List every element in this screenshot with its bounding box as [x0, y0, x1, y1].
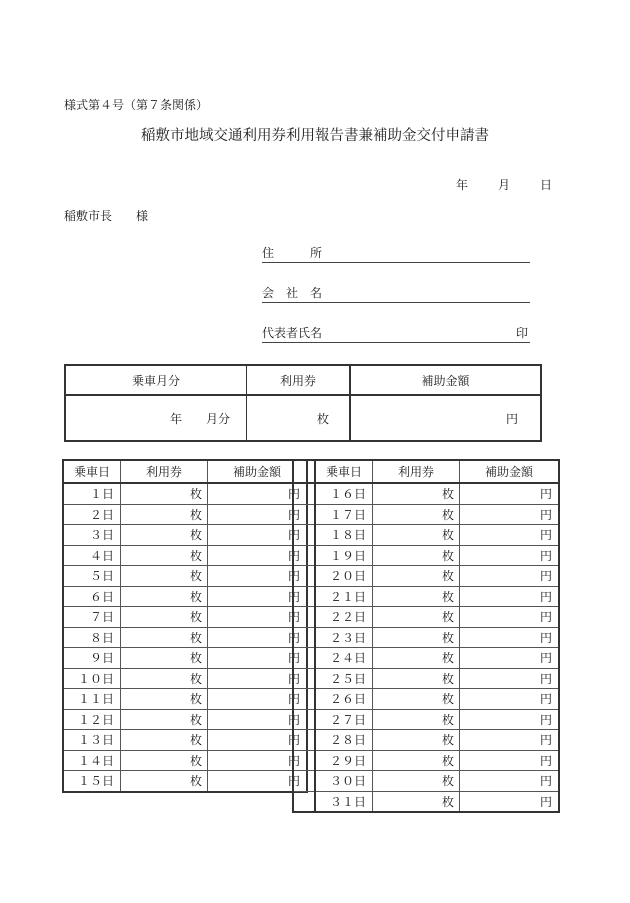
subsidy-amount-cell[interactable]: 円 [460, 504, 560, 525]
seal-mark: 印 [515, 326, 528, 340]
ticket-count-cell[interactable]: 枚 [121, 648, 208, 669]
header-amount: 補助金額 [460, 460, 560, 483]
table-row [63, 627, 307, 648]
representative-label: 代表者氏名 [262, 326, 323, 340]
ride-date-cell: ２日 [63, 504, 121, 525]
table-row [293, 627, 559, 648]
company-label: 会 社 名 [262, 286, 323, 300]
ticket-count-cell[interactable]: 枚 [373, 750, 460, 771]
spacer-cell [293, 566, 315, 587]
ride-date-cell: １５日 [63, 771, 121, 792]
summary-header-amount: 補助金額 [350, 365, 541, 395]
spacer-cell [293, 668, 315, 689]
table-row [293, 730, 559, 751]
table-row [63, 668, 307, 689]
subsidy-amount-cell[interactable]: 円 [460, 566, 560, 587]
ticket-count-cell[interactable]: 枚 [121, 566, 208, 587]
ticket-count-cell[interactable]: 枚 [121, 586, 208, 607]
ticket-count-cell[interactable]: 枚 [373, 771, 460, 792]
address-label: 住 所 [262, 246, 323, 260]
spacer-cell [293, 771, 315, 792]
subsidy-amount-cell[interactable]: 円 [460, 648, 560, 669]
header-amount: 補助金額 [208, 460, 308, 483]
subsidy-amount-cell[interactable]: 円 [460, 709, 560, 730]
ticket-count-cell[interactable]: 枚 [121, 730, 208, 751]
ticket-count-cell[interactable]: 枚 [373, 586, 460, 607]
date-year: 年 [456, 178, 469, 192]
ride-date-cell: ２４日 [315, 648, 373, 669]
representative-field[interactable] [262, 326, 530, 343]
subsidy-amount-cell[interactable]: 円 [460, 750, 560, 771]
subsidy-amount-cell[interactable]: 円 [460, 689, 560, 710]
spacer-cell [293, 648, 315, 669]
ride-date-cell: １９日 [315, 545, 373, 566]
table-row [293, 771, 559, 792]
subsidy-amount-cell[interactable]: 円 [208, 627, 308, 648]
date-day: 日 [540, 178, 553, 192]
table-row [293, 648, 559, 669]
ticket-count-cell[interactable]: 枚 [373, 730, 460, 751]
ticket-count-cell[interactable]: 枚 [373, 709, 460, 730]
daily-table-left [62, 459, 308, 793]
subsidy-amount-cell[interactable]: 円 [460, 586, 560, 607]
subsidy-amount-cell[interactable]: 円 [460, 771, 560, 792]
form-number: 様式第４号（第７条関係） [64, 98, 209, 112]
date-line [456, 176, 552, 193]
table-row [63, 648, 307, 669]
table-row [293, 566, 559, 587]
ticket-count-cell[interactable]: 枚 [121, 483, 208, 504]
subsidy-amount-cell[interactable]: 円 [460, 791, 560, 812]
ticket-count-cell[interactable]: 枚 [373, 483, 460, 504]
ticket-count-cell[interactable]: 枚 [121, 709, 208, 730]
table-row [63, 586, 307, 607]
ride-date-cell: ９日 [63, 648, 121, 669]
table-row [63, 750, 307, 771]
ride-date-cell: ２３日 [315, 627, 373, 648]
ride-date-cell: １日 [63, 483, 121, 504]
subsidy-amount-cell[interactable]: 円 [460, 668, 560, 689]
subsidy-amount-cell[interactable]: 円 [208, 668, 308, 689]
ride-date-cell: １８日 [315, 525, 373, 546]
ticket-count-cell[interactable]: 枚 [373, 689, 460, 710]
ride-date-cell: １２日 [63, 709, 121, 730]
ticket-count-cell[interactable]: 枚 [373, 566, 460, 587]
table-row [293, 791, 559, 812]
subsidy-amount-cell[interactable]: 円 [460, 483, 560, 504]
document-title: 稲敷市地域交通利用券利用報告書兼補助金交付申請書 [141, 128, 489, 144]
header-tickets: 利用券 [121, 460, 208, 483]
subsidy-amount-cell[interactable]: 円 [208, 709, 308, 730]
subsidy-amount-cell[interactable]: 円 [460, 607, 560, 628]
header-ride-date: 乗車日 [63, 460, 121, 483]
spacer-cell [293, 607, 315, 628]
summary-month-cell[interactable]: 年 月分 [65, 395, 247, 441]
ride-date-cell: ５日 [63, 566, 121, 587]
table-row [293, 483, 559, 504]
ride-date-cell: １３日 [63, 730, 121, 751]
ticket-count-cell[interactable]: 枚 [121, 689, 208, 710]
ticket-count-cell[interactable]: 枚 [121, 627, 208, 648]
table-row [63, 689, 307, 710]
subsidy-amount-cell[interactable]: 円 [208, 607, 308, 628]
ride-date-cell: ３０日 [315, 771, 373, 792]
address-field[interactable] [262, 246, 530, 263]
ticket-count-cell[interactable]: 枚 [373, 791, 460, 812]
ticket-count-cell[interactable]: 枚 [121, 525, 208, 546]
table-row [293, 504, 559, 525]
ticket-count-cell[interactable]: 枚 [373, 504, 460, 525]
table-row [293, 668, 559, 689]
table-row [293, 689, 559, 710]
spacer-cell [293, 545, 315, 566]
table-row [63, 504, 307, 525]
subsidy-amount-cell[interactable]: 円 [208, 750, 308, 771]
spacer-cell [293, 750, 315, 771]
ride-date-cell: ２２日 [315, 607, 373, 628]
ride-date-cell: １０日 [63, 668, 121, 689]
subsidy-amount-cell[interactable]: 円 [460, 627, 560, 648]
ticket-count-cell[interactable]: 枚 [373, 525, 460, 546]
spacer-cell [293, 525, 315, 546]
subsidy-amount-cell[interactable]: 円 [208, 730, 308, 751]
ride-date-cell: １１日 [63, 689, 121, 710]
addressee: 稲敷市長 様 [64, 209, 149, 223]
table-row [63, 771, 307, 792]
subsidy-amount-cell[interactable]: 円 [460, 730, 560, 751]
table-row [293, 750, 559, 771]
subsidy-amount-cell[interactable]: 円 [208, 648, 308, 669]
ride-date-cell: ２８日 [315, 730, 373, 751]
table-row [293, 545, 559, 566]
ride-date-cell: １７日 [315, 504, 373, 525]
ride-date-cell: ７日 [63, 607, 121, 628]
header-ride-date: 乗車日 [315, 460, 373, 483]
spacer-cell [293, 627, 315, 648]
subsidy-amount-cell[interactable]: 円 [208, 525, 308, 546]
table-row [63, 566, 307, 587]
spacer-cell [293, 483, 315, 504]
table-row [63, 730, 307, 751]
table-row [63, 483, 307, 504]
subsidy-amount-cell[interactable]: 円 [208, 483, 308, 504]
table-row [63, 709, 307, 730]
summary-tickets-cell[interactable]: 枚 [247, 395, 351, 441]
spacer-cell [293, 504, 315, 525]
ride-date-cell: ３日 [63, 525, 121, 546]
ride-date-cell: ２１日 [315, 586, 373, 607]
ticket-count-cell[interactable]: 枚 [373, 607, 460, 628]
spacer-cell [293, 689, 315, 710]
ride-date-cell: ２６日 [315, 689, 373, 710]
header-tickets: 利用券 [373, 460, 460, 483]
spacer-cell [293, 460, 315, 483]
spacer-cell [293, 730, 315, 751]
table-row [293, 586, 559, 607]
ride-date-cell: ２０日 [315, 566, 373, 587]
table-row [293, 709, 559, 730]
ride-date-cell: ３１日 [315, 791, 373, 812]
table-row [293, 607, 559, 628]
subsidy-amount-cell[interactable]: 円 [208, 566, 308, 587]
ticket-count-cell[interactable]: 枚 [373, 648, 460, 669]
table-row [293, 525, 559, 546]
ride-date-cell: ４日 [63, 545, 121, 566]
ride-date-cell: ８日 [63, 627, 121, 648]
ride-date-cell: ６日 [63, 586, 121, 607]
subsidy-amount-cell[interactable]: 円 [460, 525, 560, 546]
ticket-count-cell[interactable]: 枚 [121, 750, 208, 771]
table-row [63, 607, 307, 628]
spacer-cell [293, 791, 315, 812]
ticket-count-cell[interactable]: 枚 [373, 627, 460, 648]
subsidy-amount-cell[interactable]: 円 [208, 689, 308, 710]
ticket-count-cell[interactable]: 枚 [121, 545, 208, 566]
table-row [63, 545, 307, 566]
spacer-cell [293, 709, 315, 730]
ride-date-cell: ２９日 [315, 750, 373, 771]
subsidy-amount-cell[interactable]: 円 [208, 771, 308, 792]
summary-header-tickets: 利用券 [247, 365, 351, 395]
subsidy-amount-cell[interactable]: 円 [460, 545, 560, 566]
ride-date-cell: ２５日 [315, 668, 373, 689]
subsidy-amount-cell[interactable]: 円 [208, 504, 308, 525]
subsidy-amount-cell[interactable]: 円 [208, 545, 308, 566]
spacer-cell [293, 586, 315, 607]
ride-date-cell: ２７日 [315, 709, 373, 730]
ticket-count-cell[interactable]: 枚 [121, 607, 208, 628]
table-row [63, 525, 307, 546]
ticket-count-cell[interactable]: 枚 [121, 771, 208, 792]
summary-header-month: 乗車月分 [65, 365, 247, 395]
ride-date-cell: １４日 [63, 750, 121, 771]
date-month: 月 [498, 178, 511, 192]
ticket-count-cell[interactable]: 枚 [121, 504, 208, 525]
summary-table [64, 364, 542, 442]
summary-amount-cell[interactable]: 円 [350, 395, 541, 441]
daily-table-right [292, 459, 560, 813]
ticket-count-cell[interactable]: 枚 [373, 545, 460, 566]
company-field[interactable] [262, 286, 530, 303]
subsidy-amount-cell[interactable]: 円 [208, 586, 308, 607]
ticket-count-cell[interactable]: 枚 [373, 668, 460, 689]
ticket-count-cell[interactable]: 枚 [121, 668, 208, 689]
ride-date-cell: １６日 [315, 483, 373, 504]
